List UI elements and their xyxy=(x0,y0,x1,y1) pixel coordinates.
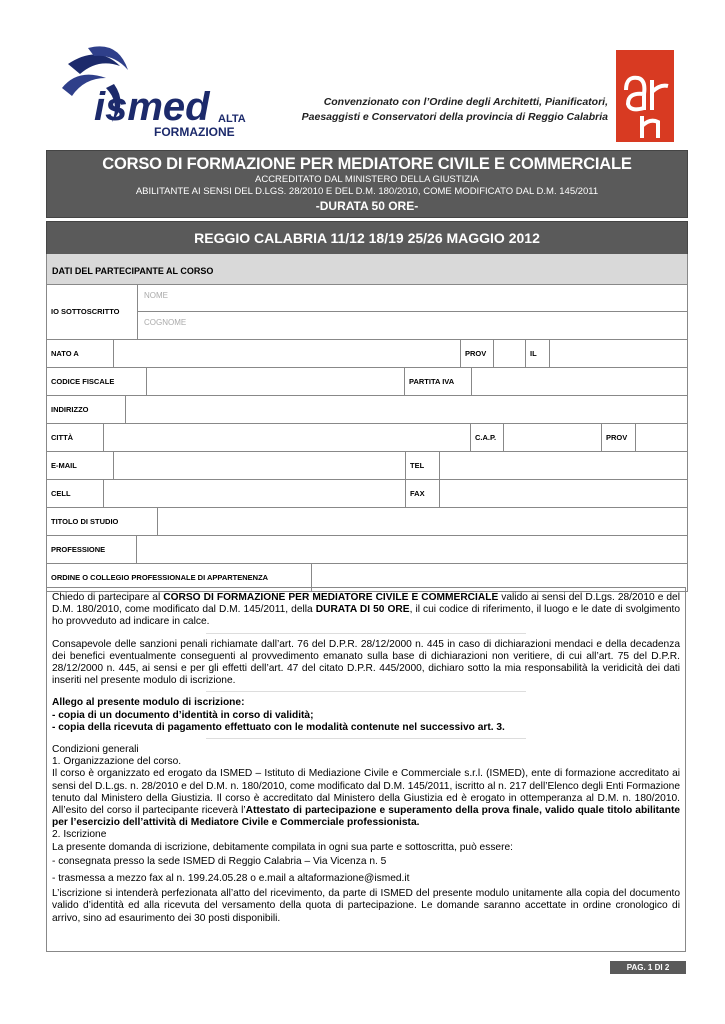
organization-paragraph xyxy=(52,768,680,829)
form-row-tax xyxy=(47,368,687,396)
email-field[interactable] xyxy=(113,452,405,479)
form-row-cell xyxy=(47,480,687,508)
form-row-address xyxy=(47,396,687,424)
course-duration: -DURATA 50 ORE- xyxy=(315,199,419,213)
participant-form xyxy=(46,254,688,592)
section-title: DATI DEL PARTECIPANTE AL CORSO xyxy=(47,254,687,285)
profession-field[interactable] xyxy=(136,536,687,563)
declaration-paragraph: Consapevole delle sanzioni penali richiamate dall’art. 76 del D.P.R. 28/12/2000 n. 445 in caso di dichiarazioni mendaci e della decadenza dei benefici eventualmente conseguenti al provvedimento emanato sulla base di dichiarazioni non veritiere, di cui all’art. 75 del D.P.R. 28/12/2000 n. 445, ai sensi e per gli effetti dell’art. 47 del citato D.P.R. 445/2000, dichiaro sotto la mia responsabilità la veridicità dei dati inseriti nel presente modulo di iscrizione. xyxy=(52,638,680,687)
enrollment-final-paragraph: L’iscrizione si intenderà perfezionata all’atto del ricevimento, da parte di ISMED del presente modulo unitamente alla copia del documento valido d’identità ed alla ricevuta del versamento della quota di partecipazione. Le domande saranno accettate in ordine cronologico di arrivo, sino ad esaurimento dei 30 posti disponibili. xyxy=(52,888,680,924)
cell-field[interactable] xyxy=(103,480,405,507)
convention-line-2: Paesaggisti e Conservatori della provincia di Reggio Calabria xyxy=(301,111,608,123)
logo-alta: ALTA xyxy=(218,113,246,125)
city-field[interactable] xyxy=(103,424,470,451)
first-name-field[interactable]: NOME xyxy=(137,285,687,312)
enrollment-option-office: - consegnata presso la sede ISMED di Reggio Calabria – Via Vicenza n. 5 xyxy=(52,855,387,867)
attachment-item-id-text: - copia di un documento d’identità in corso di validità; xyxy=(52,709,314,721)
vat-field[interactable] xyxy=(471,368,687,395)
request-text-a: Chiedo di partecipare al xyxy=(52,592,164,603)
request-paragraph xyxy=(52,592,680,629)
course-title: CORSO DI FORMAZIONE PER MEDIATORE CIVILE E COMMERCIALE xyxy=(102,155,632,173)
form-row-name xyxy=(47,285,687,340)
logo-formazione: FORMAZIONE xyxy=(154,125,235,139)
label-education: TITOLO DI STUDIO xyxy=(51,517,119,526)
label-city: CITTÀ xyxy=(51,433,74,442)
separator xyxy=(206,738,526,739)
legal-basis-line: ABILITANTE AI SENSI DEL D.LGS. 28/2010 E DEL D.M. 180/2010, COME MODIFICATO DAL D.M. 145/2011 xyxy=(135,186,599,197)
label-birth-prov: PROV xyxy=(460,340,493,367)
course-title-box xyxy=(46,150,688,218)
request-course-name: CORSO DI FORMAZIONE PER MEDIATORE CIVILE E COMMERCIALE xyxy=(163,592,499,603)
tax-code-field[interactable] xyxy=(146,368,404,395)
page-number: PAG. 1 DI 2 xyxy=(610,961,686,974)
label-born-in: NATO A xyxy=(51,349,79,358)
attachment-item-id xyxy=(52,710,680,722)
last-name-field[interactable]: COGNOME xyxy=(137,312,687,339)
label-cell: CELL xyxy=(51,489,71,498)
form-row-email xyxy=(47,452,687,480)
enrollment-heading: 2. Iscrizione xyxy=(52,829,107,841)
label-address: INDIRIZZO xyxy=(51,405,89,414)
label-phone: TEL xyxy=(405,452,439,479)
ismed-logo xyxy=(58,44,258,142)
fax-field[interactable] xyxy=(439,480,687,507)
birth-date-field[interactable] xyxy=(549,340,687,367)
label-profession: PROFESSIONE xyxy=(51,545,106,554)
label-email: E-MAIL xyxy=(51,461,77,470)
logo-text: ismed xyxy=(94,85,210,129)
convention-line-1: Convenzionato con l’Ordine degli Architetti, Pianificatori, xyxy=(323,96,608,108)
organization-text: Il corso è organizzato ed erogato da ISMED – Istituto di Mediazione Civile e Commerciale s.r.l. (ISMED), ente di formazione accreditato ai sensi del D.L.gs. n. 28/2010 e del D.M. n. 180/2010, come modificato dal D.M. 145/2011, iscritto al n. 217 dell’Elenco degli Enti Formazione tenuto dal Ministero della Giustizia. Il corso è accreditato dal Ministero della Giustizia ed è erogato in ottemperanza al D.M. n. 180/2010. All’esito del corso il partecipante riceverà l’ xyxy=(52,768,680,817)
city-prov-field[interactable] xyxy=(635,424,687,451)
separator xyxy=(206,633,526,634)
label-tax-code: CODICE FISCALE xyxy=(51,377,115,386)
label-zip: C.A.P. xyxy=(470,424,503,451)
birthplace-field[interactable] xyxy=(113,340,460,367)
education-field[interactable] xyxy=(157,508,687,535)
course-dates: REGGIO CALABRIA 11/12 18/19 25/26 MAGGIO 2012 xyxy=(46,221,688,255)
label-fax: FAX xyxy=(405,480,439,507)
form-row-city xyxy=(47,424,687,452)
birth-prov-field[interactable] xyxy=(493,340,525,367)
label-birth-date: IL xyxy=(525,340,549,367)
architects-order-logo xyxy=(616,50,674,142)
label-city-prov: PROV xyxy=(601,424,635,451)
conditions-text xyxy=(46,587,686,952)
label-undersigned: IO SOTTOSCRITTO xyxy=(51,307,120,316)
form-row-education xyxy=(47,508,687,536)
request-text-e: , il cui codice di riferimento, il luogo e le date di svolgimento ho provveduto ad indicare in calce. xyxy=(52,604,681,628)
form-row-profession xyxy=(47,536,687,564)
certificate-text: Attestato di partecipazione e superamento della prova finale, valido quale titolo abilitante per l’esercizio dell’attività di Mediatore Civile e Commerciale professionista. xyxy=(52,805,680,829)
enrollment-paragraph: La presente domanda di iscrizione, debitamente compilata in ogni sua parte e sottoscritta, può essere: xyxy=(52,841,513,853)
phone-field[interactable] xyxy=(439,452,687,479)
enrollment-option-fax-email: - trasmessa a mezzo fax al n. 199.24.05.28 o e.mail a altaformazione@ismed.it xyxy=(52,873,410,885)
address-field[interactable] xyxy=(125,396,687,423)
attachments-title-text: Allego al presente modulo di iscrizione: xyxy=(52,697,245,709)
accreditation-line: ACCREDITATO DAL MINISTERO DELLA GIUSTIZIA xyxy=(255,174,479,185)
conditions-title: Condizioni generali xyxy=(52,744,139,756)
request-text-c: valido ai sensi del D.Lgs. 28/2010 e del D.M. 180/2010, come modificato dal D.M. 145/2011, della xyxy=(52,592,680,616)
organization-heading: 1. Organizzazione del corso. xyxy=(52,756,182,768)
attachments-title xyxy=(52,697,680,709)
form-row-birth xyxy=(47,340,687,368)
label-vat: PARTITA IVA xyxy=(404,368,471,395)
zip-field[interactable] xyxy=(503,424,601,451)
separator xyxy=(206,691,526,692)
attachment-item-receipt-text: - copia della ricevuta di pagamento effettuato con le modalità contenute nel successivo art. 3. xyxy=(52,721,505,733)
attachment-item-receipt xyxy=(52,722,680,734)
label-professional-order: ORDINE O COLLEGIO PROFESSIONALE DI APPARTENENZA xyxy=(51,573,269,582)
request-duration: DURATA DI 50 ORE xyxy=(315,604,410,616)
convention-note xyxy=(288,95,608,125)
